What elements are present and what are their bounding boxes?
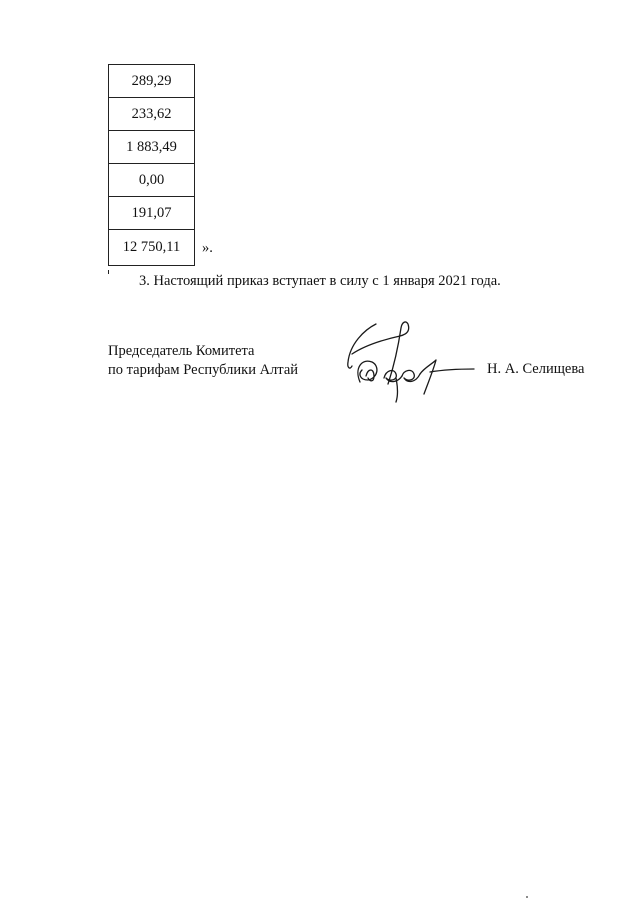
table-border-extension: [108, 270, 109, 274]
scan-speck: [526, 896, 528, 898]
table-cell: 0,00: [109, 164, 195, 197]
signer-title: [108, 342, 298, 380]
table-cell: 233,62: [109, 98, 195, 131]
handwritten-signature: [338, 318, 478, 408]
table-row: [109, 131, 195, 164]
table-cell: 289,29: [109, 65, 195, 98]
table-row: [109, 65, 195, 98]
table-cell: 1 883,49: [109, 131, 195, 164]
table-row: [109, 197, 195, 230]
table-cell: 12 750,11: [109, 230, 195, 266]
signer-title-line-1: Председатель Комитета: [108, 343, 255, 359]
table-row: [109, 164, 195, 197]
clause-3-text: 3. Настоящий приказ вступает в силу с 1 января 2021 года.: [139, 273, 501, 289]
table-row: [109, 230, 195, 266]
signer-name: Н. А. Селищева: [487, 361, 585, 377]
closing-quote-mark: ».: [202, 240, 213, 256]
table-cell: 191,07: [109, 197, 195, 230]
table-row: [109, 98, 195, 131]
signer-title-line-2: по тарифам Республики Алтай: [108, 362, 299, 378]
values-table: [108, 64, 195, 266]
